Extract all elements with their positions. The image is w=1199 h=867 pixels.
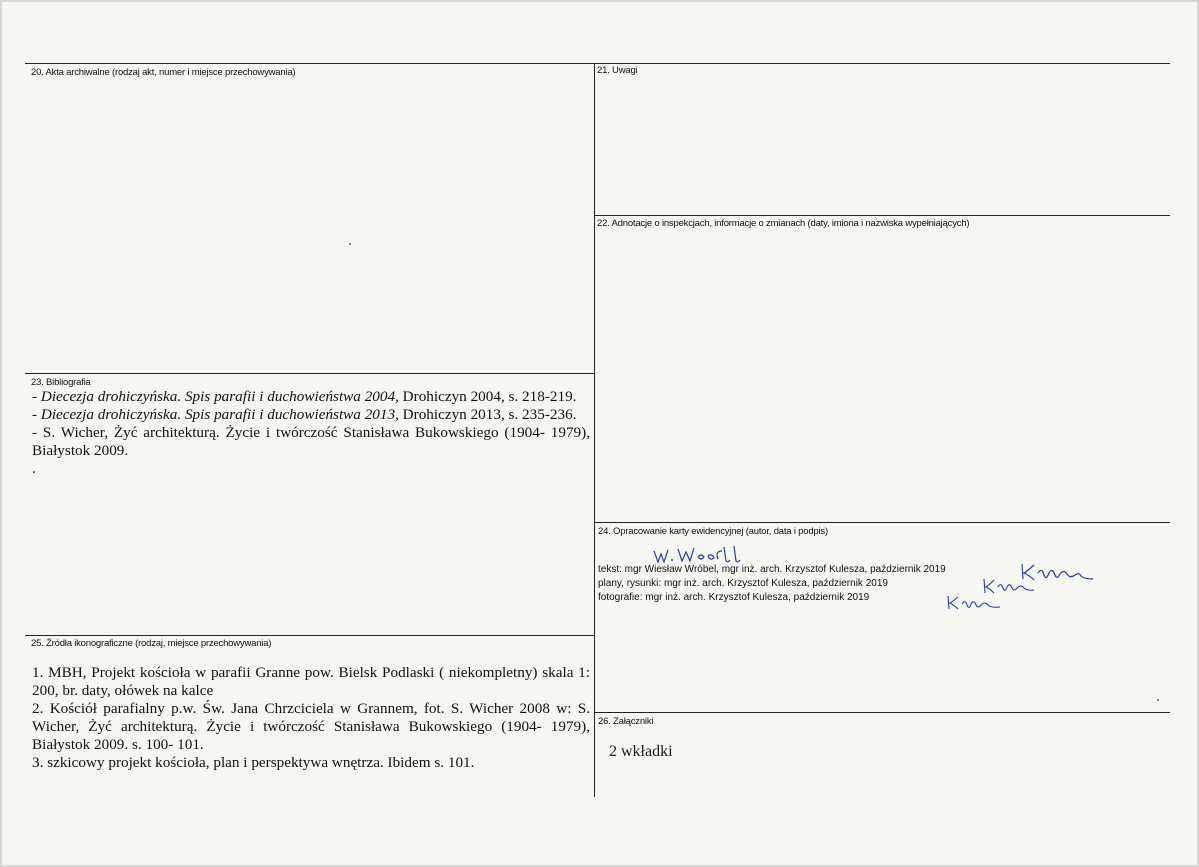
rule-26 <box>594 712 1170 713</box>
iconography-item: 3. szkicowy projekt kościoła, plan i perspektywa wnętrza. Ibidem s. 101. <box>32 754 475 771</box>
attachments-value: 2 wkładki <box>609 743 673 760</box>
center-divider <box>594 63 595 797</box>
credit-plans: plany, rysunki: mgr inż. arch. Krzysztof Kulesza, październik 2019 <box>598 578 888 589</box>
signature-kulesza-3 <box>944 592 1008 614</box>
field-22-label: 22. Adnotacje o inspekcjach, informacje o zmianach (daty, imiona i nazwiska wypełniających) <box>597 218 970 229</box>
bibliography-item: . <box>32 460 36 477</box>
bibliography-list <box>32 388 590 478</box>
top-rule <box>25 63 1170 64</box>
iconography-item: 2. Kościół parafialny p.w. Św. Jana Chrzciciela w Grannem, fot. S. Wicher 2008 w: S. Wicher, Żyć architekturą. Życie i twórczość Stanisława Bukowskiego (1904- 1979), Białystok 2009. s. 100- 101. <box>32 700 590 753</box>
credit-text: tekst: mgr Wiesław Wróbel, mgr inż. arch. Krzysztof Kulesza, październik 2019 <box>598 564 946 575</box>
field-20-label: 20. Akta archiwalne (rodzaj akt, numer i miejsce przechowywania) <box>31 67 296 78</box>
field-25-label: 25. Źródła ikonograficzne (rodzaj, miejsce przechowywania) <box>31 638 272 649</box>
bibliography-item: - S. Wicher, Żyć architekturą. Życie i twórczość Stanisława Bukowskiego (1904- 1979), Białystok 2009. <box>32 424 590 459</box>
rule-24 <box>594 522 1170 523</box>
rule-25 <box>25 635 594 636</box>
field-21-label: 21. Uwagi <box>597 65 638 76</box>
bibliography-item: - Diecezja drohiczyńska. Spis parafii i duchowieństwa 2004, Drohiczyn 2004, s. 218-219. <box>32 388 577 405</box>
paper-speck <box>1157 699 1159 701</box>
rule-23 <box>25 373 594 374</box>
credits-block <box>598 563 946 605</box>
iconography-list <box>32 664 590 772</box>
field-26-label: 26. Załączniki <box>598 716 654 727</box>
paper-speck <box>349 243 351 245</box>
bibliography-item: - Diecezja drohiczyńska. Spis parafii i duchowieństwa 2013, Drohiczyn 2013, s. 235-236. <box>32 406 577 423</box>
field-24-label: 24. Opracowanie karty ewidencyjnej (autor, data i podpis) <box>598 526 828 537</box>
credit-photos: fotografie: mgr inż. arch. Krzysztof Kulesza, październik 2019 <box>598 592 870 603</box>
field-23-label: 23. Bibliografia <box>31 377 91 388</box>
rule-22 <box>594 215 1170 216</box>
iconography-item: 1. MBH, Projekt kościoła w parafii Granne pow. Bielsk Podlaski ( niekompletny) skala 1: 200, br. daty, ołówek na kalce <box>32 664 590 699</box>
